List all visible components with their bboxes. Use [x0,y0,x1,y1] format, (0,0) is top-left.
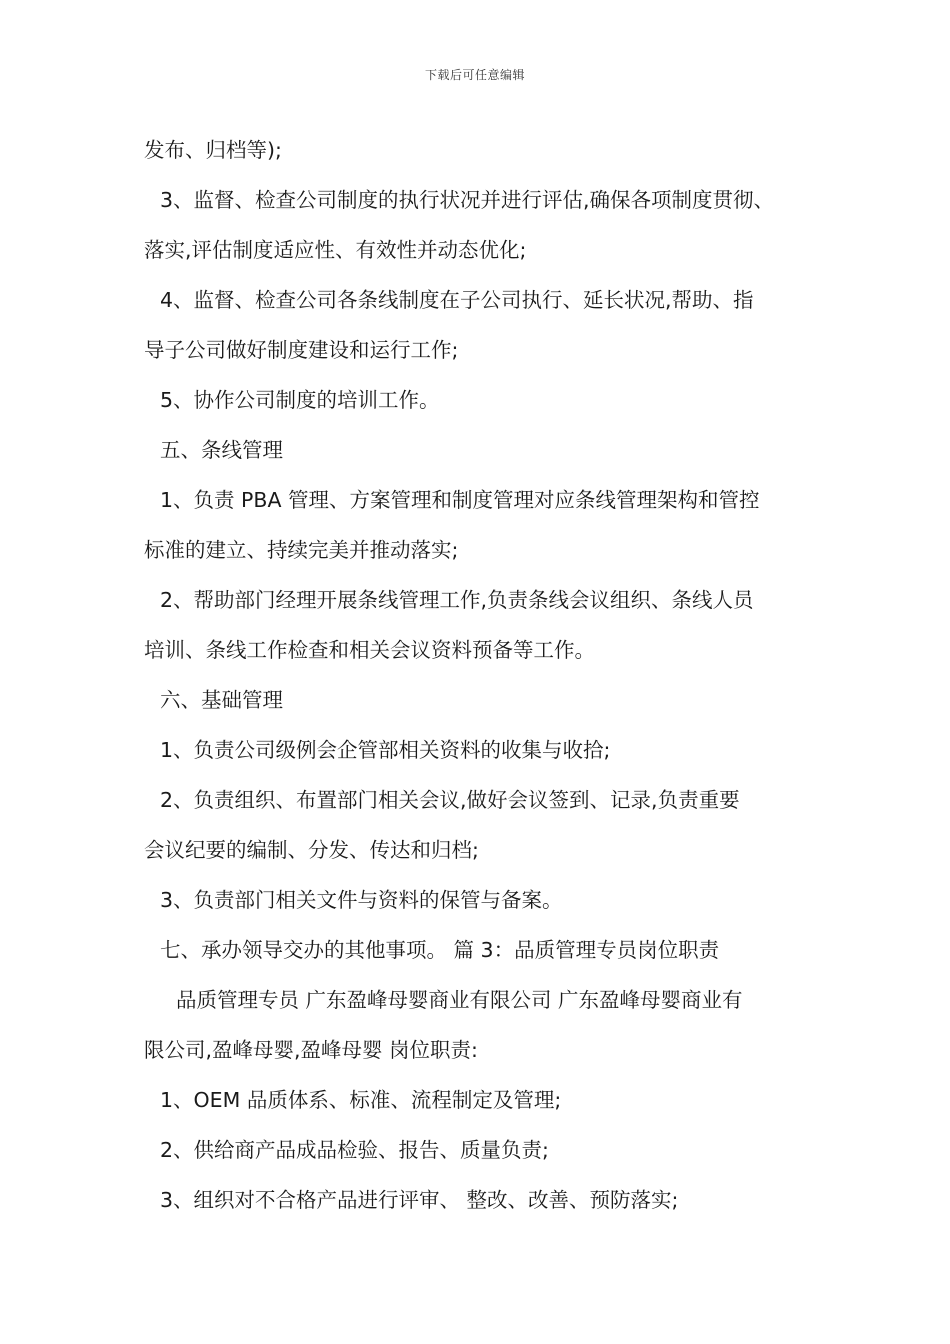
text-line: 4、监督、检查公司各条线制度在子公司执行、延长状况,帮助、指 [160,288,754,312]
text-line: 品质管理专员 广东盈峰母婴商业有限公司 广东盈峰母婴商业有 [176,988,743,1012]
text-line: 2、帮助部门经理开展条线管理工作,负责条线会议组织、条线人员 [160,588,754,612]
text-line: 2、负责组织、布置部门相关会议,做好会议签到、记录,负责重要 [160,788,740,812]
text-line: 培训、条线工作检查和相关会议资料预备等工作。 [144,638,595,662]
text-line: 1、OEM 品质体系、标准、流程制定及管理; [160,1088,562,1112]
text-line: 2、供给商产品成品检验、报告、质量负责; [160,1138,549,1162]
text-line: 1、负责公司级例会企管部相关资料的收集与收拾; [160,738,611,762]
text-line: 3、组织对不合格产品进行评审、 整改、改善、预防落实; [160,1188,679,1212]
text-line: 1、负责 PBA 管理、方案管理和制度管理对应条线管理架构和管控 [160,488,760,512]
text-line: 限公司,盈峰母婴,盈峰母婴 岗位职责: [144,1038,478,1062]
text-line: 落实,评估制度适应性、有效性并动态优化; [144,238,527,262]
page-header-note: 下载后可任意编辑 [424,68,525,82]
text-line: 标准的建立、持续完美并推动落实; [144,538,459,562]
text-line: 3、负责部门相关文件与资料的保管与备案。 [160,888,563,912]
section-heading: 六、基础管理 [160,688,283,712]
text-line: 导子公司做好制度建设和运行工作; [144,338,459,362]
text-line: 5、协作公司制度的培训工作。 [160,388,440,412]
section-heading: 七、承办领导交办的其他事项。 篇 3：品质管理专员岗位职责 [160,938,720,962]
text-line: 3、监督、检查公司制度的执行状况并进行评估,确保各项制度贯彻、 [160,188,775,212]
text-line: 发布、归档等); [144,138,282,162]
text-line: 会议纪要的编制、分发、传达和归档; [144,838,479,862]
section-heading: 五、条线管理 [160,438,283,462]
